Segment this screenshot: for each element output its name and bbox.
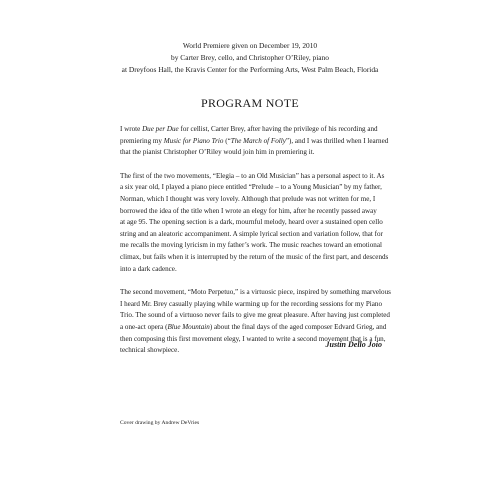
premiere-line-date: World Premiere given on December 19, 2010 bbox=[182, 41, 318, 50]
text-run: I wrote bbox=[120, 125, 143, 133]
paragraph-line: The first of the two movements, “Elegia – to an Old Musician” has a personal aspect to it. As bbox=[120, 171, 385, 180]
premiere-line-venue: at Dreyfoos Hall, the Kravis Center for the Performing Arts, West Palm Beach, Florida bbox=[121, 65, 379, 74]
text-run: for cellist, Carter Brey, after having the privilege of his recording and bbox=[178, 125, 378, 133]
text-run: ) about the final days of the aged composer Edvard Grieg, and bbox=[209, 322, 387, 331]
paragraph-line: at age 95. The opening section is a dark, mournful melody, heard over a sustained open cello bbox=[120, 218, 383, 227]
paragraph-line: string and an aleatoric accompaniment. A simple lyrical section and variation follow, that for bbox=[120, 229, 383, 238]
paragraph-line: I heard Mr. Brey casually playing while warming up for the recording sessions for my Piano bbox=[120, 299, 383, 308]
author-signature: Justin Dello Joio bbox=[325, 340, 382, 349]
paragraph-line: into a dark cadence. bbox=[120, 264, 177, 273]
paragraph-line bbox=[120, 124, 382, 136]
paragraph-line: me recalls the moving lyricism in my father’s work. The music reaches toward an emotional bbox=[120, 241, 382, 250]
paragraph-line bbox=[120, 136, 389, 148]
premiere-line-performers: by Carter Brey, cello, and Christopher O’Riley, piano bbox=[171, 53, 329, 62]
paragraph-line: The second movement, “Moto Perpetuo,” is a virtuosic piece, inspired by something marvelous bbox=[120, 288, 391, 297]
paragraph-line: climax, but fails when it is interrupted by the return of the music of the first part, and descends bbox=[120, 252, 389, 261]
cover-credit: Cover drawing by Andrew DeVries bbox=[120, 420, 200, 426]
paragraph-line: Trio. The sound of a virtuoso never fails to give me great pleasure. After having just completed bbox=[120, 311, 390, 320]
paragraph-line bbox=[120, 322, 387, 334]
text-run: ”), and I was thrilled when I learned bbox=[285, 136, 389, 145]
program-note-body bbox=[120, 124, 391, 369]
paragraph-line: borrowed the idea of the title when I wrote an elegy for him, after he recently passed away bbox=[120, 206, 377, 215]
text-run: (“ bbox=[223, 136, 231, 145]
work-title-due-per-due: Due per Due bbox=[142, 125, 179, 133]
page-title: PROGRAM NOTE bbox=[201, 96, 299, 110]
paragraph-line: a six year old, I played a piano piece entitled “Prelude – to a Young Musician” by my father, bbox=[120, 183, 382, 192]
paragraph-line: that the pianist Christopher O’Riley would join him in premiering it. bbox=[120, 148, 315, 157]
work-title-blue-mountain: Blue Mountain bbox=[167, 322, 210, 331]
premiere-info bbox=[0, 40, 500, 76]
paragraph-line: technical showpiece. bbox=[120, 346, 180, 355]
work-title-march-of-folly: The March of Folly bbox=[230, 136, 286, 145]
text-run: premiering my bbox=[120, 136, 164, 145]
paragraph-line: Norman, which I thought was very lovely. Although that prelude was not written for me, I bbox=[120, 194, 376, 203]
paragraph-intro bbox=[120, 124, 389, 159]
paragraph-first-movement bbox=[120, 171, 389, 275]
work-title-piano-trio: Music for Piano Trio bbox=[163, 136, 224, 145]
paragraph-line: then composing this first movement elegy, I wanted to write a second movement that is a fun, bbox=[120, 334, 386, 343]
text-run: a one-act opera ( bbox=[120, 322, 168, 331]
